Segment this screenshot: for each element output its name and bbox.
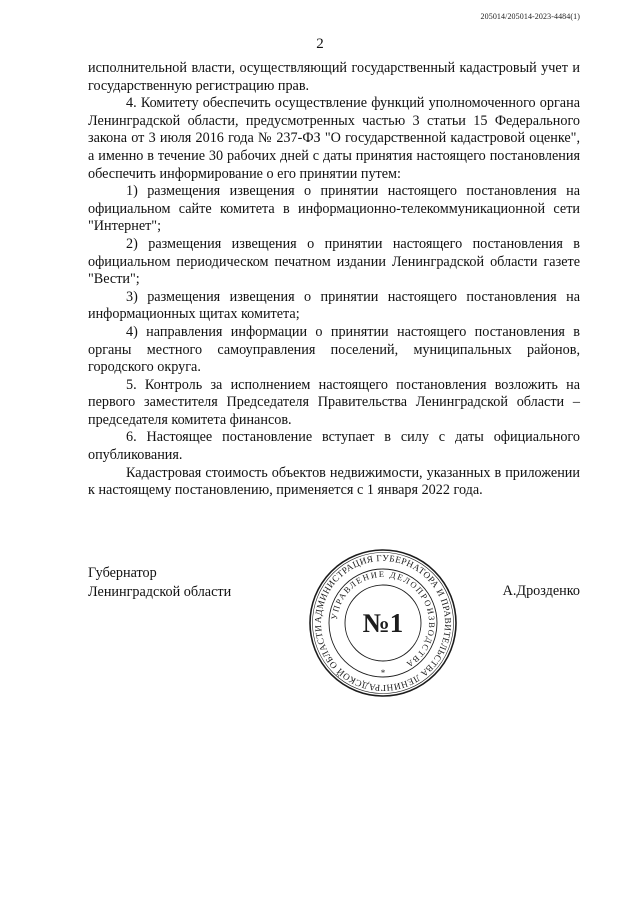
paragraph: 6. Настоящее постановление вступает в силу с даты официального опубликования. bbox=[88, 429, 580, 464]
seal-number: №1 bbox=[362, 608, 404, 638]
paragraph: 4. Комитету обеспечить осуществление функций уполномоченного органа Ленинградской области, предусмотренных частью 3 статьи 15 Федерального закона от 3 июля 2016 года № 237-ФЗ "О государственной кадастровой оценке", а именно в течение 30 рабочих дней с даты принятия настоящего постановления обеспечить информирование о его принятии путем: bbox=[88, 95, 580, 182]
seal-star-icon: * bbox=[380, 668, 386, 678]
paragraph: исполнительной власти, осуществляющий государственный кадастровый учет и государственную регистрацию прав. bbox=[88, 60, 580, 94]
document-id: 205014/205014-2023-4484(1) bbox=[480, 12, 580, 21]
signature-title-line: Ленинградской области bbox=[88, 584, 232, 600]
seal-inner-text: УПРАВЛЕНИЕ ДЕЛОПРОИЗВОДСТВА bbox=[329, 568, 438, 671]
page-number: 2 bbox=[316, 36, 324, 52]
paragraph: 3) размещения извещения о принятии настоящего постановления на информационных щитах комитета; bbox=[88, 288, 580, 323]
paragraph: 5. Контроль за исполнением настоящего постановления возложить на первого заместителя Председателя Правительства Ленинградской области – председателя комитета финансов. bbox=[88, 376, 580, 428]
signature-title bbox=[88, 564, 231, 602]
paragraph: Кадастровая стоимость объектов недвижимости, указанных в приложении к настоящему постановлению, применяется с 1 января 2022 года. bbox=[88, 464, 580, 499]
signature-title-line: Губернатор bbox=[88, 565, 157, 581]
document-body bbox=[88, 60, 580, 500]
seal-outer-text: АДМИНИСТРАЦИЯ ГУБЕРНАТОРА И ПРАВИТЕЛЬСТВА ЛЕНИНГРАДСКОЙ ОБЛАСТИ bbox=[312, 552, 454, 694]
official-seal bbox=[308, 548, 458, 698]
paragraph: 1) размещения извещения о принятии настоящего постановления на официальном сайте комитета в информационно-телекоммуникационной сети "Интернет"; bbox=[88, 183, 580, 235]
paragraph: 4) направления информации о принятии настоящего постановления в органы местного самоуправления поселений, муниципальных районов, городского округа. bbox=[88, 323, 580, 376]
paragraph: 2) размещения извещения о принятии настоящего постановления в официальном периодическом печатном издании Ленинградской области газете "Вести"; bbox=[88, 235, 580, 288]
signatory-name: А.Дрозденко bbox=[502, 583, 580, 599]
